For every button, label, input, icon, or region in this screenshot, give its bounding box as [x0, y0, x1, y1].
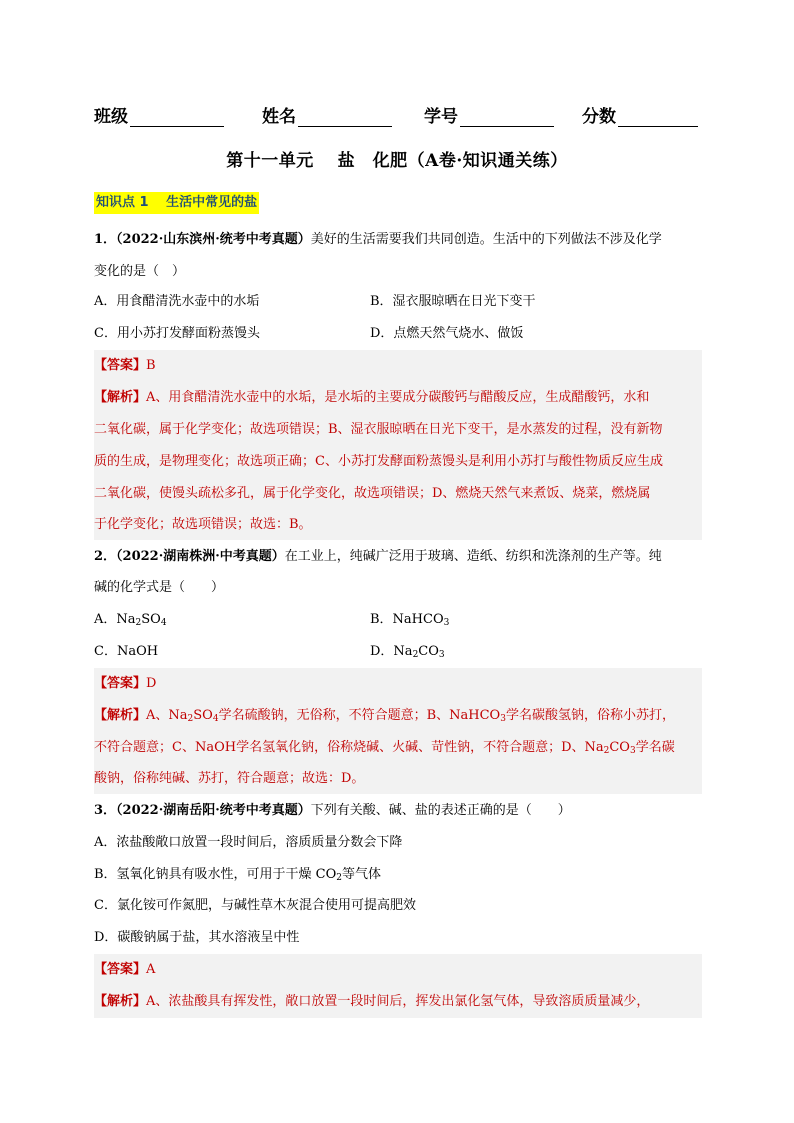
question-1-option-c[interactable]: C．用小苏打发酵面粉蒸馒头 — [94, 326, 260, 341]
question-3-source: （2022·湖南岳阳·统考中考真题） — [116, 803, 311, 818]
page-title: 第十一单元 盐 化肥（A卷·知识通关练） — [226, 151, 568, 171]
question-2-analysis-line: 【解析】A、$Na_2SO_4$学名硫酸钠，无俗称，不符合题意；B、NaHCO$_3$学名碳酸氢钠，俗称小苏打， — [94, 708, 675, 724]
question-2-stem: 2．（2022·湖南株洲·中考真题）在工业上，纯碱广泛用于玻璃、造纸、纺织和洗涤剂的生产等。纯 — [94, 549, 662, 564]
question-1-source: （2022·山东滨州·统考中考真题） — [116, 232, 311, 247]
question-2-answer: 【答案】D — [94, 676, 157, 691]
class-label: 班级 — [94, 107, 128, 127]
class-field — [94, 102, 224, 127]
id-label: 学号 — [424, 107, 458, 127]
question-2-analysis-line: 不符合题意；C、NaOH学名氢氧化钠，俗称烧碱、火碱、苛性钠，不符合题意；D、$Na_2CO_3$学名碳 — [94, 740, 675, 756]
question-2-stem-cont: 碱的化学式是（ ） — [94, 580, 225, 595]
question-1-analysis-line: 二氧化碳，使馒头疏松多孔，属于化学变化，故选项错误；D、燃烧天然气来煮饭、烧菜，燃烧属 — [94, 486, 651, 501]
score-blank[interactable] — [618, 107, 698, 127]
question-2-option-d[interactable]: D．$Na_2CO_3$ — [370, 644, 445, 660]
question-1-answer-box — [94, 350, 702, 540]
score-label: 分数 — [582, 107, 616, 127]
question-3-option-c[interactable]: C．氯化铵可作氮肥，与碱性草木灰混合使用可提高肥效 — [94, 898, 416, 913]
question-3-option-b[interactable]: B．氢氧化钠具有吸水性，可用于干燥 $CO_2$等气体 — [94, 867, 382, 883]
question-3-option-d[interactable]: D．碳酸钠属于盐，其水溶液呈中性 — [94, 930, 300, 945]
student-info-row — [94, 102, 700, 128]
question-3-stem: 3．（2022·湖南岳阳·统考中考真题）下列有关酸、碱、盐的表述正确的是（ ） — [94, 803, 571, 818]
question-3-analysis-line: 【解析】A、浓盐酸具有挥发性，敞口放置一段时间后，挥发出氯化氢气体，导致溶质质量减少， — [94, 994, 650, 1009]
question-1-stem: 1．（2022·山东滨州·统考中考真题）美好的生活需要我们共同创造。生活中的下列做法不涉及化学 — [94, 232, 662, 247]
question-1-option-d[interactable]: D．点燃天然气烧水、做饭 — [370, 326, 524, 341]
score-field — [582, 102, 698, 127]
knowledge-point-heading: 知识点 1 生活中常见的盐 — [94, 192, 259, 214]
question-1-stem-cont: 变化的是（ ） — [94, 264, 186, 279]
name-field — [262, 102, 392, 127]
question-2-option-c[interactable]: C．NaOH — [94, 644, 159, 659]
id-blank[interactable] — [460, 107, 554, 127]
id-field — [424, 102, 554, 127]
question-2-source: （2022·湖南株洲·中考真题） — [116, 549, 285, 564]
question-1-analysis-line: 质的生成，是物理变化；故选项正确；C、小苏打发酵面粉蒸馒头是利用小苏打与酸性物质反应生成 — [94, 454, 663, 469]
question-1-option-a[interactable]: A．用食醋清洗水壶中的水垢 — [94, 294, 260, 309]
question-2-option-b[interactable]: B．NaHCO$_3$ — [370, 612, 450, 628]
name-blank[interactable] — [298, 107, 392, 127]
question-2-option-a[interactable]: A．$Na_2SO_4$ — [94, 612, 167, 628]
class-blank[interactable] — [130, 107, 224, 127]
question-1-analysis-line: 【解析】A、用食醋清洗水壶中的水垢，是水垢的主要成分碳酸钙与醋酸反应，生成醋酸钙，水和 — [94, 390, 650, 405]
question-2-analysis-line: 酸钠，俗称纯碱、苏打，符合题意；故选：D。 — [94, 771, 365, 786]
question-1-option-b[interactable]: B．湿衣服晾晒在日光下变干 — [370, 294, 536, 309]
question-3-answer: 【答案】A — [94, 962, 156, 977]
question-3-option-a[interactable]: A．浓盐酸敞口放置一段时间后，溶质质量分数会下降 — [94, 835, 403, 850]
name-label: 姓名 — [262, 107, 296, 127]
question-1-analysis-line: 二氧化碳，属于化学变化；故选项错误；B、湿衣服晾晒在日光下变干，是水蒸发的过程，没有新物 — [94, 422, 663, 437]
question-1-analysis-line: 于化学变化；故选项错误；故选：B。 — [94, 517, 312, 532]
question-1-answer: 【答案】B — [94, 358, 156, 373]
